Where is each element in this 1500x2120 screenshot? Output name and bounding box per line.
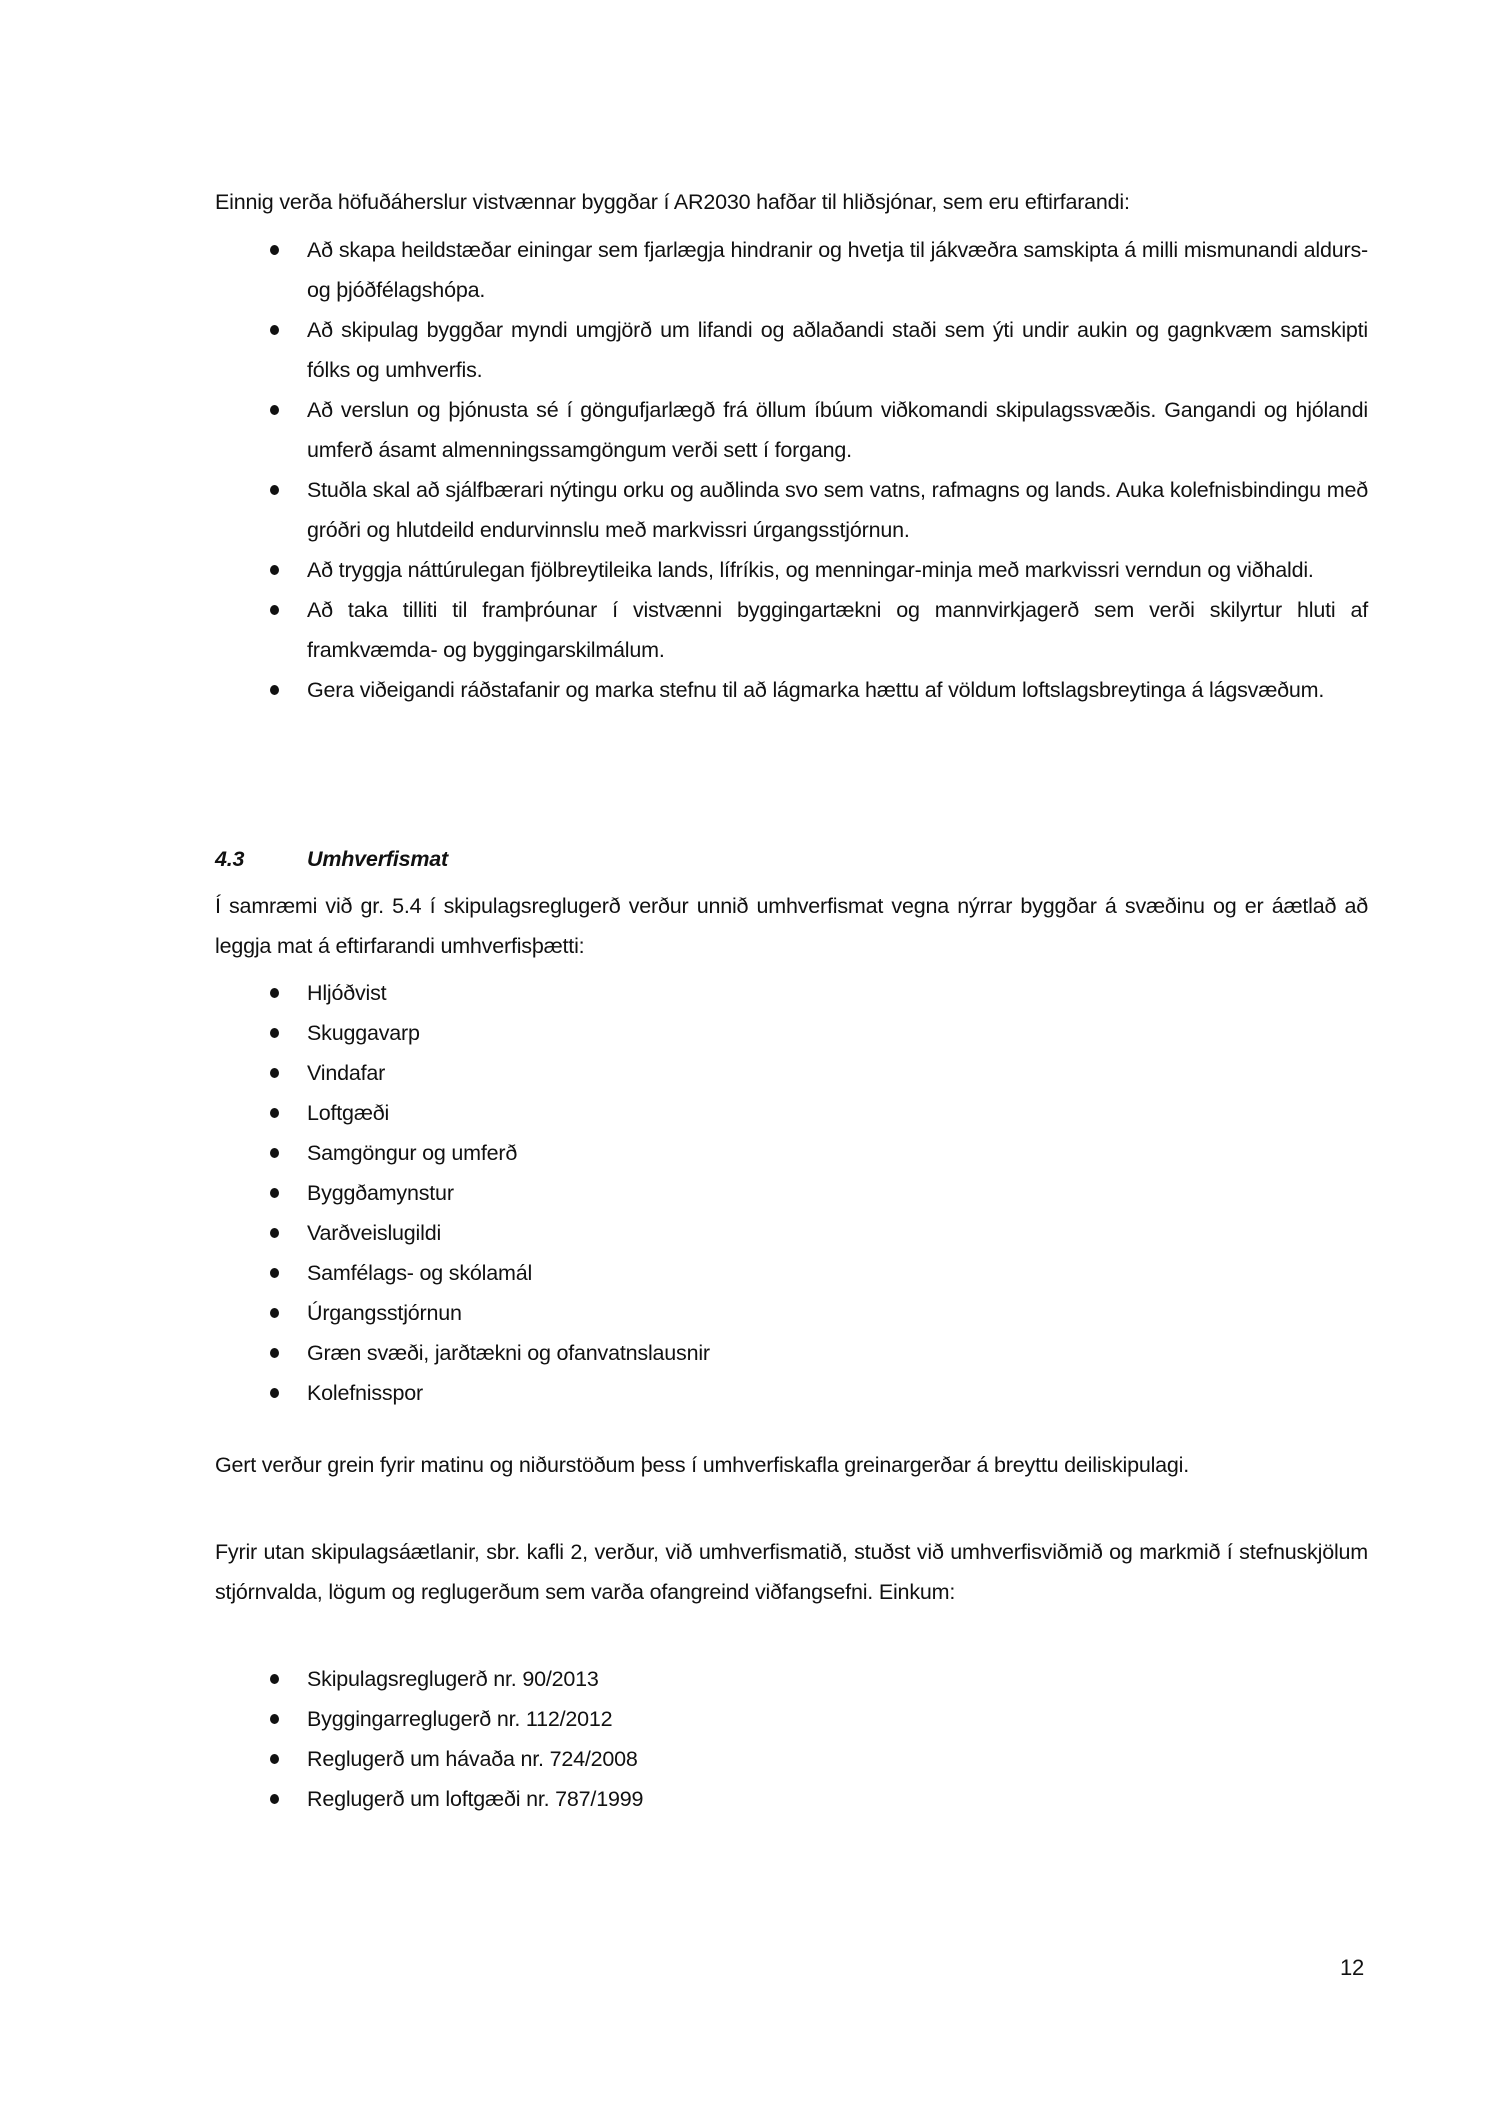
bullet-icon xyxy=(270,1348,279,1358)
list-item-text: Að verslun og þjónusta sé í göngufjarlægð frá öllum íbúum viðkomandi skipulagssvæðis. Gangandi og hjólandi umferð ásamt almenningssamgöngum verði sett í forgang. xyxy=(307,398,1368,462)
list-item-text: Kolefnisspor xyxy=(307,1381,423,1405)
list-item-text: Skuggavarp xyxy=(307,1021,420,1045)
list-item xyxy=(215,1093,1368,1133)
list-item-text: Reglugerð um loftgæði nr. 787/1999 xyxy=(307,1787,644,1811)
list-item xyxy=(215,670,1368,710)
list-item xyxy=(215,550,1368,590)
section-number: 4.3 xyxy=(215,847,245,871)
list-item-text: Gera viðeigandi ráðstafanir og marka stefnu til að lágmarka hættu af völdum loftslagsbreytinga á lágsvæðum. xyxy=(307,678,1325,702)
list-item xyxy=(215,1293,1368,1333)
list-item xyxy=(215,973,1368,1013)
environmental-factors-list xyxy=(215,973,1368,1413)
bullet-icon xyxy=(270,1674,279,1684)
list-item xyxy=(215,1173,1368,1213)
bullet-icon xyxy=(270,685,279,695)
bullet-icon xyxy=(270,245,279,255)
list-item xyxy=(215,310,1368,390)
list-item-text: Samgöngur og umferð xyxy=(307,1141,518,1165)
regulations-list xyxy=(215,1659,1368,1819)
bullet-icon xyxy=(270,485,279,495)
bullet-icon xyxy=(270,1188,279,1198)
list-item-text: Græn svæði, jarðtækni og ofanvatnslausnir xyxy=(307,1341,710,1365)
list-item xyxy=(215,390,1368,470)
list-item xyxy=(215,1013,1368,1053)
results-paragraph: Gert verður grein fyrir matinu og niðurstöðum þess í umhverfiskafla greinargerðar á breyttu deiliskipulagi. xyxy=(215,1453,1190,1477)
assessment-paragraph: Í samræmi við gr. 5.4 í skipulagsreglugerð verður unnið umhverfismat vegna nýrrar byggðar á svæðinu og er áætlað að leggja mat á eftirfarandi umhverfisþætti: xyxy=(215,894,1368,958)
bullet-icon xyxy=(270,1754,279,1764)
bullet-icon xyxy=(270,1028,279,1038)
page-number: 12 xyxy=(1340,1955,1365,1980)
bullet-icon xyxy=(270,605,279,615)
list-item-text: Að taka tilliti til framþróunar í vistvænni byggingartækni og mannvirkjagerð sem verði skilyrtur hluti af framkvæmda- og byggingarskilmálum. xyxy=(307,598,1368,662)
intro-paragraph: Einnig verða höfuðáherslur vistvænnar byggðar í AR2030 hafðar til hliðsjónar, sem eru eftirfarandi: xyxy=(215,190,1130,214)
list-item xyxy=(215,1333,1368,1373)
bullet-icon xyxy=(270,565,279,575)
list-item-text: Vindafar xyxy=(307,1061,386,1085)
list-item-text: Að tryggja náttúrulegan fjölbreytileika lands, lífríkis, og menningar-minja með markvissri verndun og viðhaldi. xyxy=(307,558,1314,582)
list-item-text: Reglugerð um hávaða nr. 724/2008 xyxy=(307,1747,638,1771)
list-item xyxy=(215,1373,1368,1413)
list-item-text: Að skipulag byggðar myndi umgjörð um lifandi og aðlaðandi staði sem ýti undir aukin og gagnkvæm samskipti fólks og umhverfis. xyxy=(307,318,1368,382)
list-item-text: Stuðla skal að sjálfbærari nýtingu orku og auðlinda svo sem vatns, rafmagns og lands. Auka kolefnisbindingu með gróðri og hlutdeild endurvinnslu með markvissri úrgangsstjórnun. xyxy=(307,478,1368,542)
list-item xyxy=(215,470,1368,550)
section-title: Umhverfismat xyxy=(307,847,448,871)
design-principles-list xyxy=(215,230,1368,710)
bullet-icon xyxy=(270,1714,279,1724)
list-item-text: Hljóðvist xyxy=(307,981,387,1005)
bullet-icon xyxy=(270,1108,279,1118)
bullet-icon xyxy=(270,988,279,998)
list-item-text: Varðveislugildi xyxy=(307,1221,442,1245)
list-item-text: Samfélags- og skólamál xyxy=(307,1261,533,1285)
bullet-icon xyxy=(270,1308,279,1318)
list-item xyxy=(215,230,1368,310)
bullet-icon xyxy=(270,1388,279,1398)
bullet-icon xyxy=(270,1148,279,1158)
bullet-icon xyxy=(270,1268,279,1278)
list-item-text: Skipulagsreglugerð nr. 90/2013 xyxy=(307,1667,599,1691)
list-item xyxy=(215,1739,1368,1779)
list-item xyxy=(215,1213,1368,1253)
list-item xyxy=(215,1779,1368,1819)
list-item-text: Að skapa heildstæðar einingar sem fjarlægja hindranir og hvetja til jákvæðra samskipta á milli mismunandi aldurs- og þjóðfélagshópa. xyxy=(307,238,1368,302)
list-item xyxy=(215,1133,1368,1173)
bullet-icon xyxy=(270,1228,279,1238)
list-item xyxy=(215,1659,1368,1699)
bullet-icon xyxy=(270,1068,279,1078)
bullet-icon xyxy=(270,325,279,335)
list-item xyxy=(215,590,1368,670)
section-heading xyxy=(215,839,1368,879)
list-item-text: Byggðamynstur xyxy=(307,1181,454,1205)
list-item-text: Byggingarreglugerð nr. 112/2012 xyxy=(307,1707,613,1731)
list-item xyxy=(215,1699,1368,1739)
list-item-text: Úrgangsstjórnun xyxy=(307,1301,462,1325)
criteria-paragraph: Fyrir utan skipulagsáætlanir, sbr. kafli 2, verður, við umhverfismatið, stuðst við umhverfisviðmið og markmið í stefnuskjölum stjórnvalda, lögum og reglugerðum sem varða ofangreind viðfangsefni. Einkum: xyxy=(215,1540,1368,1604)
list-item xyxy=(215,1053,1368,1093)
list-item xyxy=(215,1253,1368,1293)
bullet-icon xyxy=(270,1794,279,1804)
bullet-icon xyxy=(270,405,279,415)
list-item-text: Loftgæði xyxy=(307,1101,390,1125)
